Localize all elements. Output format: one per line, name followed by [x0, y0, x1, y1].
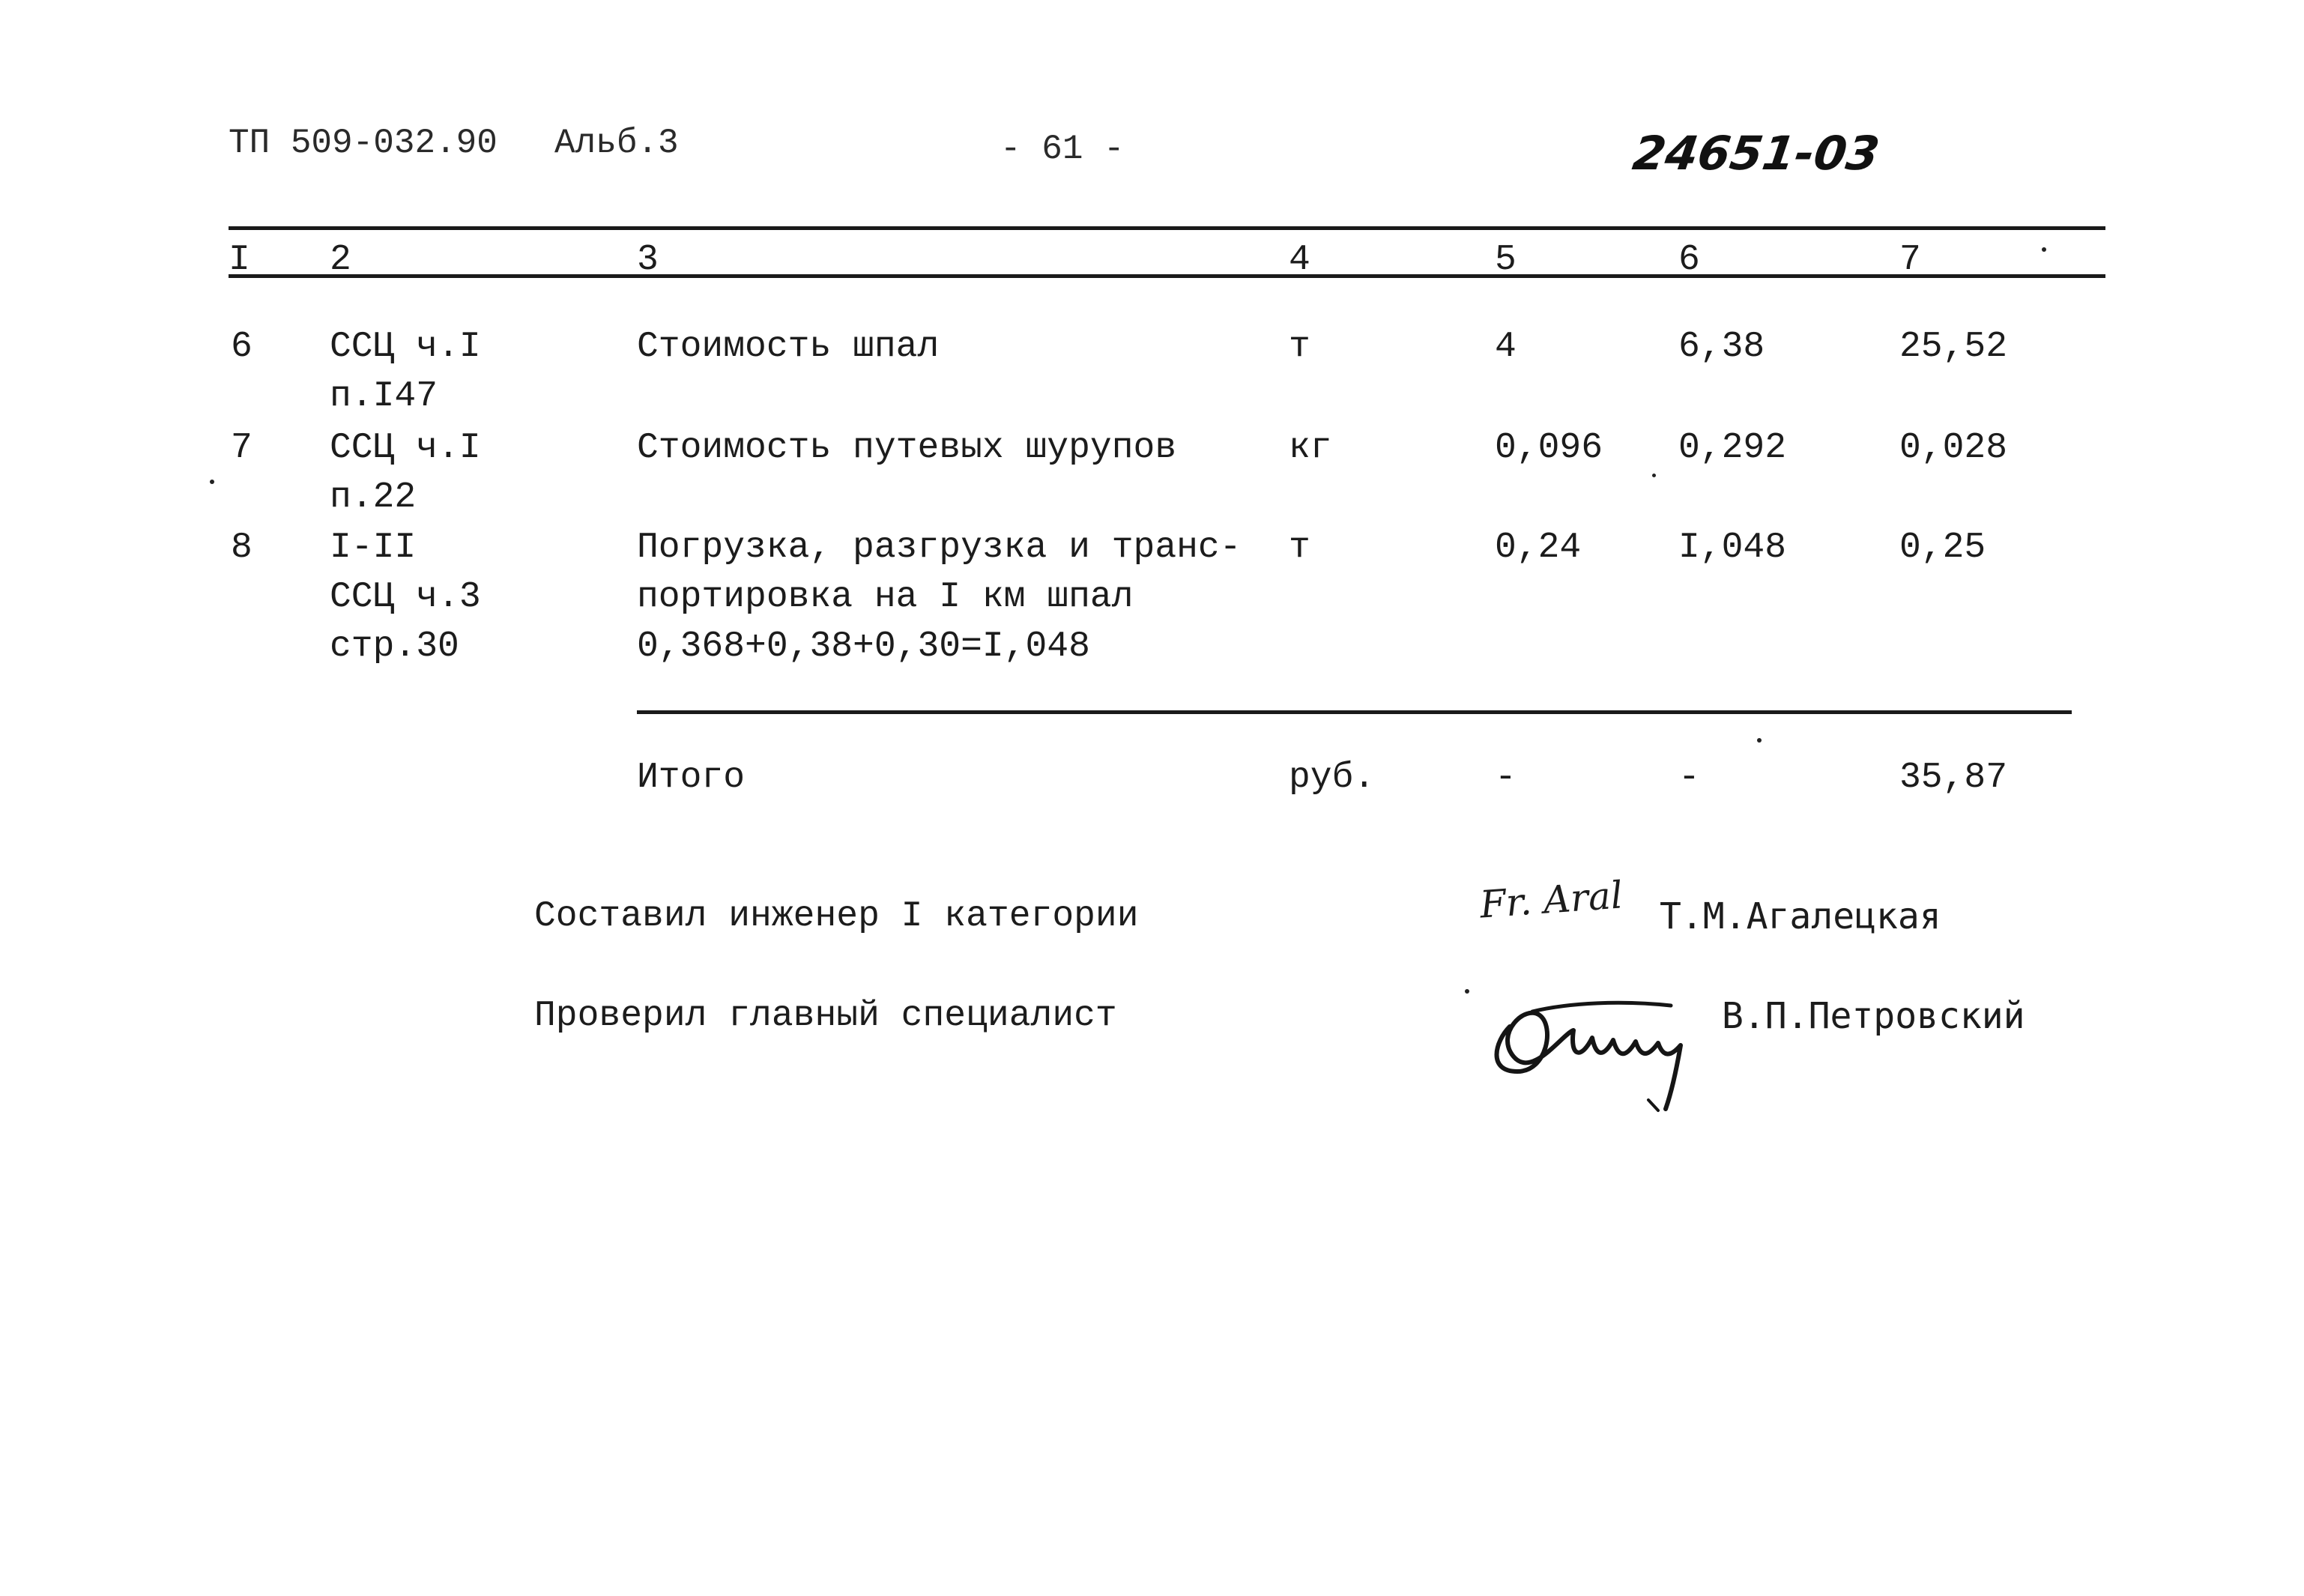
total-cell: 0,25 [1899, 528, 1986, 568]
description-line: Стоимость путевых шурупов [637, 428, 1177, 468]
column-number-1: I [229, 240, 250, 280]
price-cell: I,048 [1678, 528, 1787, 568]
total-sum: 35,87 [1899, 758, 2008, 798]
source-line: ССЦ ч.I [330, 327, 481, 367]
source-line: п.22 [330, 477, 417, 518]
row-number: 7 [231, 428, 253, 468]
scan-speck [2042, 247, 2046, 252]
scan-speck [1652, 474, 1656, 477]
doc-code: ТП 509-032.90 [229, 124, 498, 163]
unit-cell: т [1289, 528, 1310, 568]
quantity-cell: 0,24 [1495, 528, 1582, 568]
column-number-5: 5 [1495, 240, 1517, 280]
table-top-rule [229, 226, 2105, 230]
scan-speck [1757, 738, 1762, 743]
total-cell: 25,52 [1899, 327, 2008, 367]
source-line: I-II [330, 528, 417, 568]
compiled-by-role: Составил инженер I категории [534, 896, 1139, 937]
total-cell: 0,028 [1899, 428, 2008, 468]
scan-speck [210, 480, 214, 484]
description-line: Стоимость шпал [637, 327, 940, 367]
handwritten-code: 24651-03 [1629, 126, 1883, 181]
album-label: Альб.3 [554, 124, 679, 163]
compiler-name: Т.М.Агалецкая [1660, 895, 1941, 937]
description-line: портировка на I км шпал [637, 577, 1134, 617]
source-line: п.I47 [330, 376, 438, 417]
description-line: 0,368+0,38+0,30=I,048 [637, 626, 1090, 667]
unit-cell: т [1289, 327, 1310, 367]
checker-signature [1480, 974, 1720, 1116]
row-number: 8 [231, 528, 253, 568]
column-number-2: 2 [330, 240, 351, 280]
description-line: Погрузка, разгрузка и транс- [637, 528, 1242, 568]
checker-name: В.П.Петровский [1722, 995, 2025, 1037]
row-number: 6 [231, 327, 253, 367]
total-quantity: - [1495, 758, 1517, 798]
column-number-4: 4 [1289, 240, 1310, 280]
total-price: - [1678, 758, 1700, 798]
unit-cell: кг [1289, 428, 1332, 468]
price-cell: 0,292 [1678, 428, 1787, 468]
scan-speck [1465, 989, 1469, 994]
column-number-7: 7 [1899, 240, 1921, 280]
column-number-6: 6 [1678, 240, 1700, 280]
total-separator-rule [637, 710, 2072, 714]
total-label: Итого [637, 758, 746, 798]
table-header-rule [229, 274, 2105, 278]
quantity-cell: 0,096 [1495, 428, 1603, 468]
checked-by-role: Проверил главный специалист [534, 996, 1117, 1036]
column-number-3: 3 [637, 240, 659, 280]
total-unit: руб. [1289, 758, 1376, 798]
compiler-signature: Fr. Aral [1478, 873, 1624, 927]
quantity-cell: 4 [1495, 327, 1517, 367]
source-line: ССЦ ч.3 [330, 577, 481, 617]
page-number: - 61 - [1000, 130, 1125, 169]
price-cell: 6,38 [1678, 327, 1765, 367]
source-line: ССЦ ч.I [330, 428, 481, 468]
source-line: стр.30 [330, 626, 459, 667]
